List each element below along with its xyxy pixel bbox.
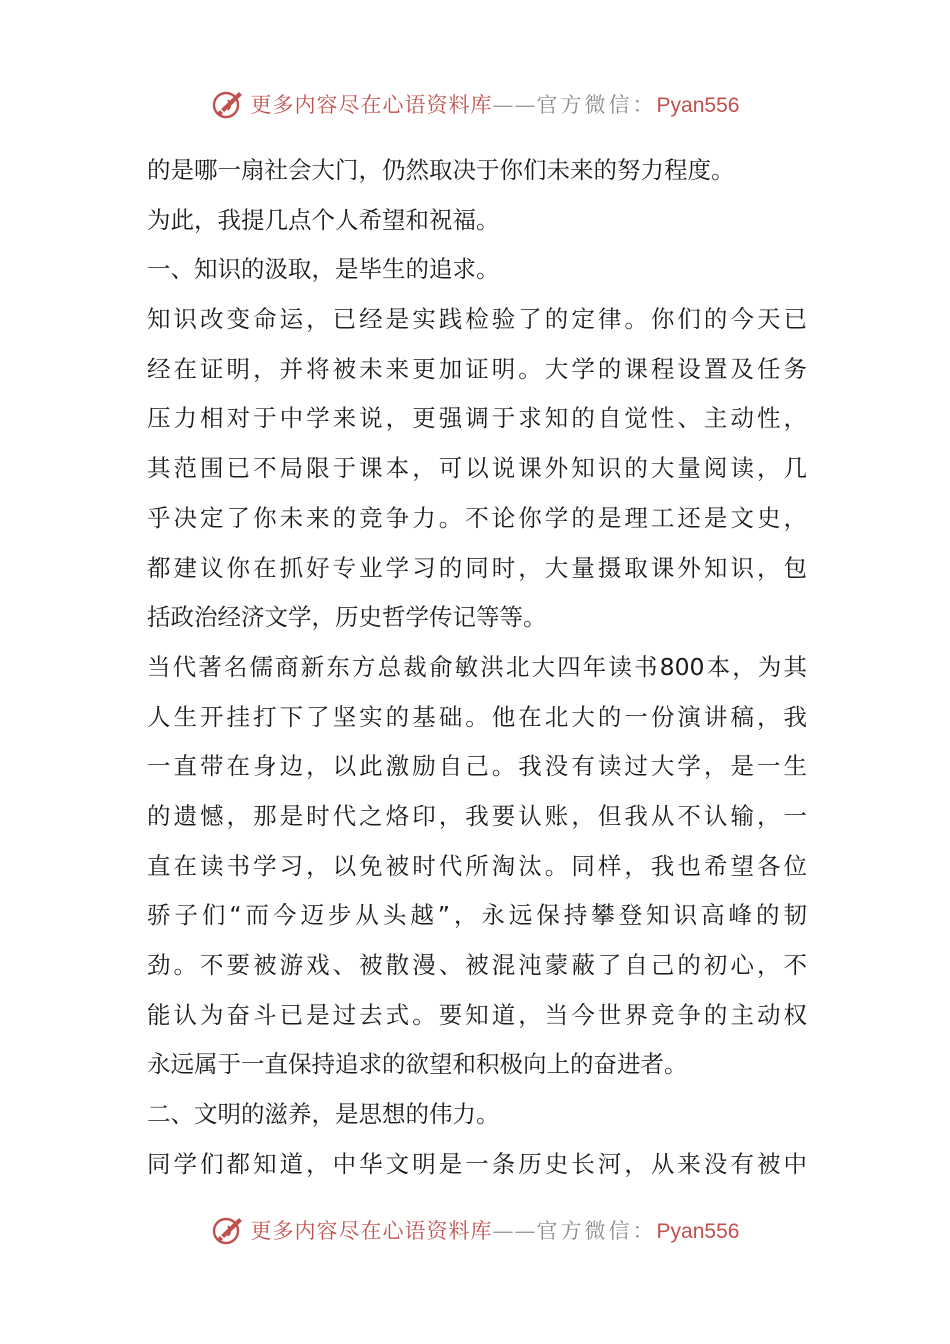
- text-line: 乎决定了你未来的竞争力。不论你学的是理工还是文史，: [147, 503, 807, 532]
- text-line: 人生开挂打下了坚实的基础。他在北大的一份演讲稿，我: [147, 702, 807, 731]
- text-line: 同学们都知道，中华文明是一条历史长河，从来没有被中: [147, 1149, 807, 1178]
- page-footer: [0, 1210, 950, 1250]
- section-heading: 一、知识的汲取，是毕生的追求。: [147, 255, 500, 284]
- footer-separator: ——: [492, 1219, 537, 1243]
- text-line: 骄子们“而今迈步从头越”，永远保持攀登知识高峰的韧: [147, 901, 807, 930]
- text-line: 直在读书学习，以免被时代所淘汰。同样，我也希望各位: [147, 851, 807, 880]
- text-line: 的遗憾，那是时代之烙印，我要认账，但我从不认输，一: [147, 801, 807, 830]
- header-title: 更多内容尽在心语资料库: [250, 93, 493, 117]
- header-banner-text: [251, 89, 740, 119]
- text-line: 劲。不要被游戏、被散漫、被混沌蒙蔽了自己的初心，不: [147, 951, 807, 979]
- quill-logo-icon: [211, 1213, 245, 1247]
- quill-logo-icon: [211, 87, 245, 121]
- header-wechat-id: Pyan556: [656, 94, 740, 117]
- text-line: 压力相对于中学来说，更强调于求知的自觉性、主动性，: [147, 404, 807, 433]
- text-line: 永远属于一直保持追求的欲望和积极向上的奋进者。: [147, 1050, 688, 1079]
- footer-wechat-id: Pyan556: [656, 1220, 740, 1243]
- footer-banner-text: [251, 1215, 740, 1245]
- text-line: 括政治经济文学，历史哲学传记等等。: [147, 603, 547, 632]
- text-line: 其范围已不局限于课本，可以说课外知识的大量阅读，几: [147, 454, 807, 483]
- text-line: 都建议你在抓好专业学习的同时，大量摄取课外知识，包: [147, 553, 807, 582]
- header-wechat-label: 官方微信：: [536, 93, 657, 117]
- section-heading: 二、文明的滋养，是思想的伟力。: [147, 1100, 500, 1129]
- footer-title: 更多内容尽在心语资料库: [250, 1219, 493, 1243]
- text-line: 一直带在身边，以此激励自己。我没有读过大学，是一生: [147, 752, 807, 781]
- document-body: [147, 146, 807, 1189]
- text-line: 能认为奋斗已是过去式。要知道，当今世界竞争的主动权: [147, 1000, 807, 1029]
- text-line: 知识改变命运，已经是实践检验了的定律。你们的今天已: [147, 305, 807, 334]
- header-separator: ——: [492, 93, 537, 117]
- text-line: 当代著名儒商新东方总裁俞敏洪北大四年读书800本，为其: [147, 652, 807, 681]
- text-line: 的是哪一扇社会大门，仍然取决于你们未来的努力程度。: [147, 156, 735, 184]
- page-header: [0, 84, 950, 124]
- footer-wechat-label: 官方微信：: [536, 1219, 657, 1243]
- text-line: 经在证明，并将被未来更加证明。大学的课程设置及任务: [147, 354, 807, 383]
- text-line: 为此，我提几点个人希望和祝福。: [147, 205, 500, 234]
